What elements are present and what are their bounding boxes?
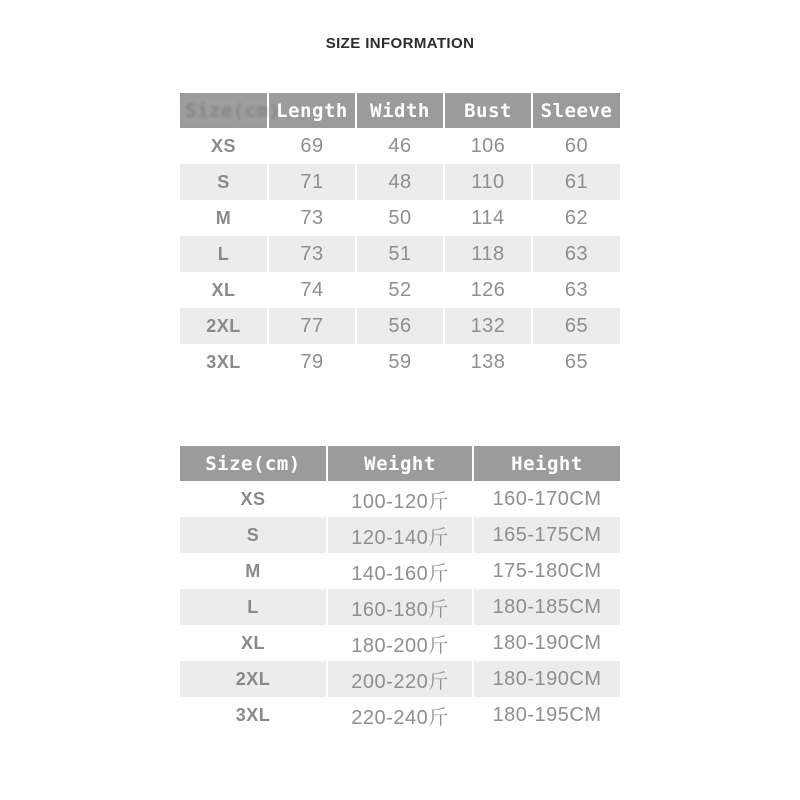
sleeve-value: 65 [532,308,620,344]
width-value: 46 [356,128,444,164]
header-width-cell: Width [356,93,444,128]
table-row-m [180,200,620,236]
header-weight-cell: Weight [327,446,473,481]
measurements-header-row [180,93,620,128]
sleeve-value: 60 [532,128,620,164]
bust-value: 132 [444,308,532,344]
size-label: M [245,560,261,581]
bust-value: 106 [444,128,532,164]
weight-value: 180-200斤 [327,625,473,661]
length-value: 73 [268,236,356,272]
size-label: XS [240,488,266,509]
size-label: 3XL [235,704,271,725]
bust-value: 138 [444,344,532,380]
measurements-table [180,93,620,380]
size-label: L [180,236,268,272]
size-label: S [180,517,327,553]
table-row-3xl [180,697,620,733]
table-row-l [180,589,620,625]
width-value: 51 [356,236,444,272]
table-row-xs [180,481,620,517]
weight-value: 200-220斤 [327,661,473,697]
weight-value: 120-140斤 [327,517,473,553]
bust-value: 118 [444,236,532,272]
sleeve-value: 63 [532,236,620,272]
length-value: 74 [268,272,356,308]
sleeve-value: 63 [532,272,620,308]
table-row-s [180,517,620,553]
table-row-3xl [180,344,620,380]
weight-value: 140-160斤 [327,553,473,589]
height-value: 180-195CM [473,697,620,733]
header-size-cell [180,93,281,128]
sleeve-value: 62 [532,200,620,236]
length-value: 71 [268,164,356,200]
height-value: 175-180CM [473,553,620,589]
size-label: S [180,164,268,200]
table-row-xl [180,272,620,308]
width-value: 50 [356,200,444,236]
size-label: XL [211,279,236,300]
faded-size-header-label: Size(cm) [180,99,286,123]
weight-value: 220-240斤 [327,697,473,733]
header-sleeve-cell: Sleeve [532,93,620,128]
width-value: 59 [356,344,444,380]
height-value: 180-185CM [473,589,620,625]
height-value: 180-190CM [473,625,620,661]
table-row-xl [180,625,620,661]
size-label: M [215,207,232,228]
bust-value: 126 [444,272,532,308]
sleeve-value: 61 [532,164,620,200]
size-label: 2XL [180,308,268,344]
header-size-cell: Size(cm) [180,446,327,481]
table-row-l [180,236,620,272]
bust-value: 110 [444,164,532,200]
size-label: 2XL [180,661,327,697]
size-label: L [180,589,327,625]
table-row-2xl [180,661,620,697]
weight-value: 160-180斤 [327,589,473,625]
height-value: 160-170CM [473,481,620,517]
length-value: 79 [268,344,356,380]
length-value: 73 [268,200,356,236]
size-label: 3XL [206,351,241,372]
weight-value: 100-120斤 [327,481,473,517]
bust-value: 114 [444,200,532,236]
header-height-cell: Height [473,446,620,481]
sleeve-value: 65 [532,344,620,380]
height-value: 165-175CM [473,517,620,553]
height-value: 180-190CM [473,661,620,697]
width-value: 56 [356,308,444,344]
length-value: 77 [268,308,356,344]
width-value: 48 [356,164,444,200]
table-row-xs [180,128,620,164]
table-row-2xl [180,308,620,344]
length-value: 69 [268,128,356,164]
fit-header-row [180,446,620,481]
table-row-m [180,553,620,589]
size-label: XS [210,135,236,156]
page-title: SIZE INFORMATION [325,35,475,52]
header-bust-cell: Bust [444,93,532,128]
table-row-s [180,164,620,200]
size-label: XL [240,632,265,653]
width-value: 52 [356,272,444,308]
fit-recommendation-table [180,446,620,733]
header-length-cell: Length [268,93,356,128]
